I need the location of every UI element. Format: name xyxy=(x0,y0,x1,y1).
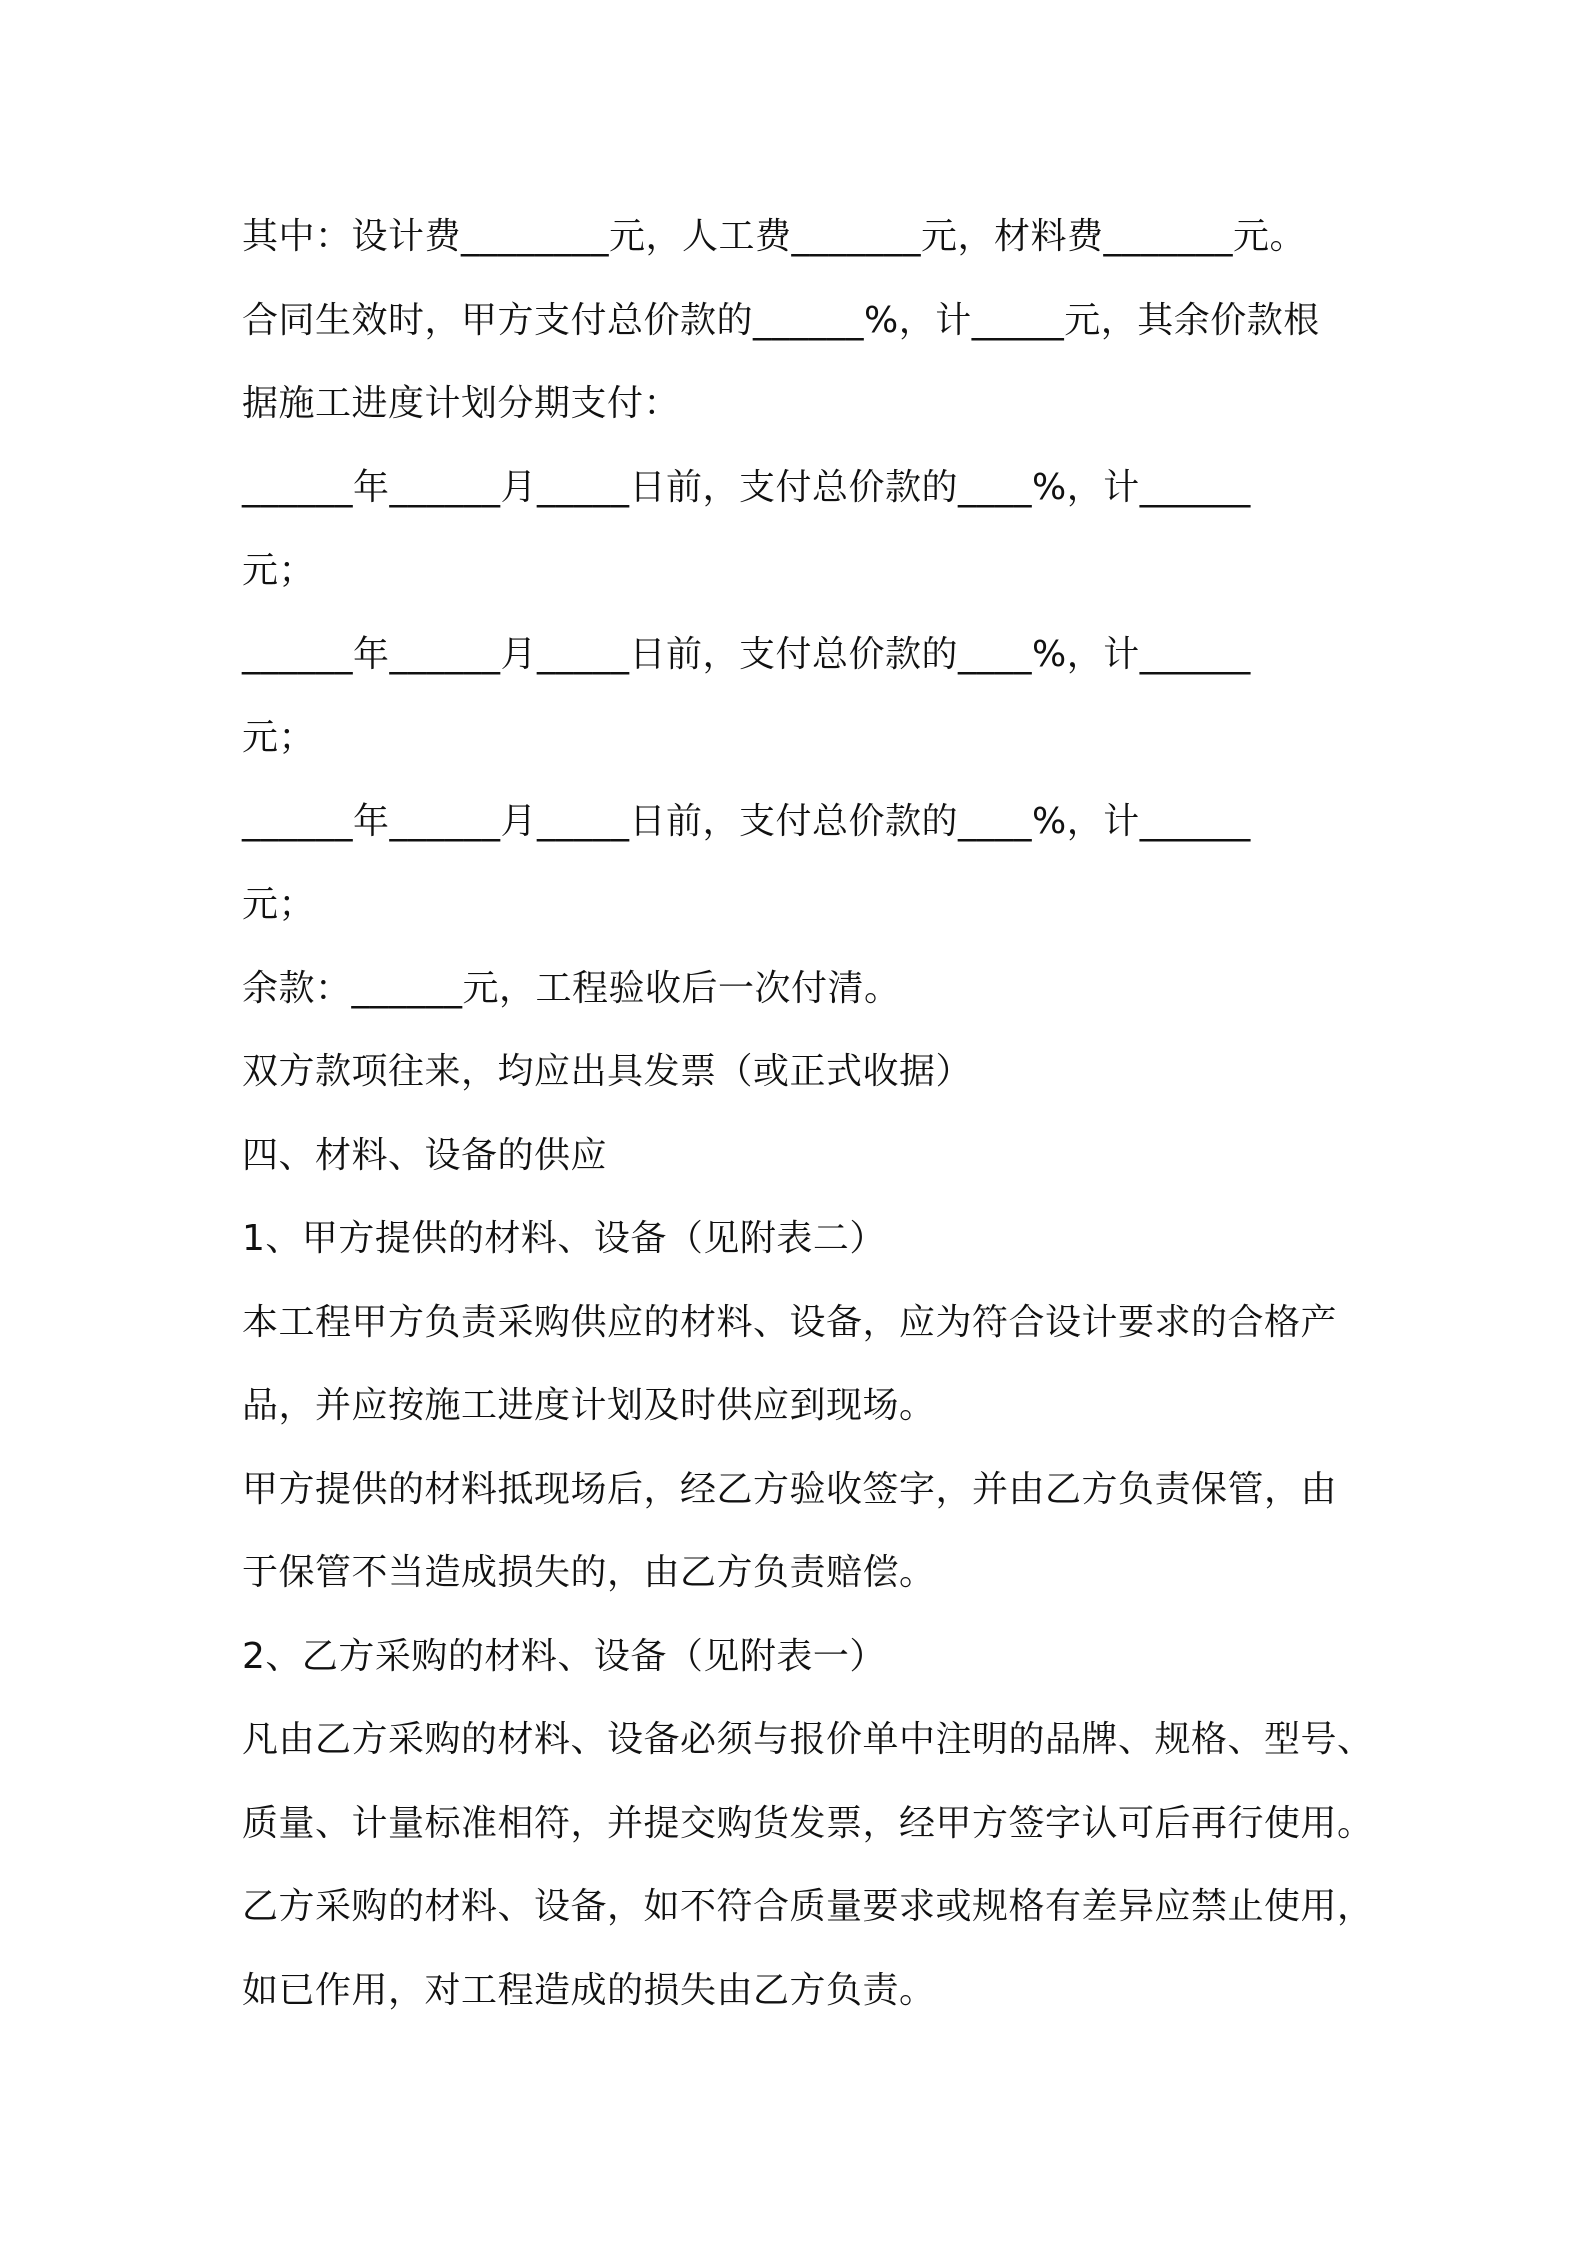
document-body xyxy=(242,195,1382,2032)
text-line-party-b-quality-2: 如已作用，对工程造成的损失由乙方负责。 xyxy=(242,1969,936,2011)
text-line-party-b-purchase-2: 质量、计量标准相符，并提交购货发票，经甲方签字认可后再行使用。 xyxy=(242,1802,1374,1844)
text-line-invoice: 双方款项往来，均应出具发票（或正式收据） xyxy=(242,1051,973,1092)
section-heading-materials-supply: 四、材料、设备的供应 xyxy=(242,1134,608,1176)
text-line-balance: 余款：______元，工程验收后一次付清。 xyxy=(242,967,901,1009)
subheading-party-b-materials: 2、乙方采购的材料、设备（见附表一） xyxy=(242,1635,886,1677)
text-line-party-b-quality-1: 乙方采购的材料、设备，如不符合质量要求或规格有差异应禁止使用， xyxy=(242,1886,1374,1927)
subheading-party-a-materials: 1、甲方提供的材料、设备（见附表二） xyxy=(242,1218,886,1259)
text-line-installment-basis: 据施工进度计划分期支付： xyxy=(242,383,681,424)
text-line-installment-2-unit: 元； xyxy=(242,717,316,758)
text-line-installment-1: ______年______月_____日前，支付总价款的____%，计______ xyxy=(242,466,1251,508)
text-line-initial-payment: 合同生效时，甲方支付总价款的______%，计_____元，其余价款根 xyxy=(242,299,1320,341)
text-line-fee-breakdown: 其中：设计费________元，人工费_______元，材料费_______元。 xyxy=(242,216,1307,257)
text-line-party-a-supply-2: 品，并应按施工进度计划及时供应到现场。 xyxy=(242,1385,936,1426)
text-line-installment-2: ______年______月_____日前，支付总价款的____%，计______ xyxy=(242,633,1251,675)
text-line-installment-3: ______年______月_____日前，支付总价款的____%，计______ xyxy=(242,800,1251,842)
text-line-party-a-supply-1: 本工程甲方负责采购供应的材料、设备，应为符合设计要求的合格产 xyxy=(242,1301,1338,1343)
text-line-party-b-purchase-1: 凡由乙方采购的材料、设备必须与报价单中注明的品牌、规格、型号、 xyxy=(242,1719,1374,1760)
text-line-installment-1-unit: 元； xyxy=(242,550,316,591)
text-line-party-a-storage-1: 甲方提供的材料抵现场后，经乙方验收签字，并由乙方负责保管，由 xyxy=(242,1468,1338,1510)
text-line-party-a-storage-2: 于保管不当造成损失的，由乙方负责赔偿。 xyxy=(242,1552,936,1593)
text-line-installment-3-unit: 元； xyxy=(242,884,316,925)
